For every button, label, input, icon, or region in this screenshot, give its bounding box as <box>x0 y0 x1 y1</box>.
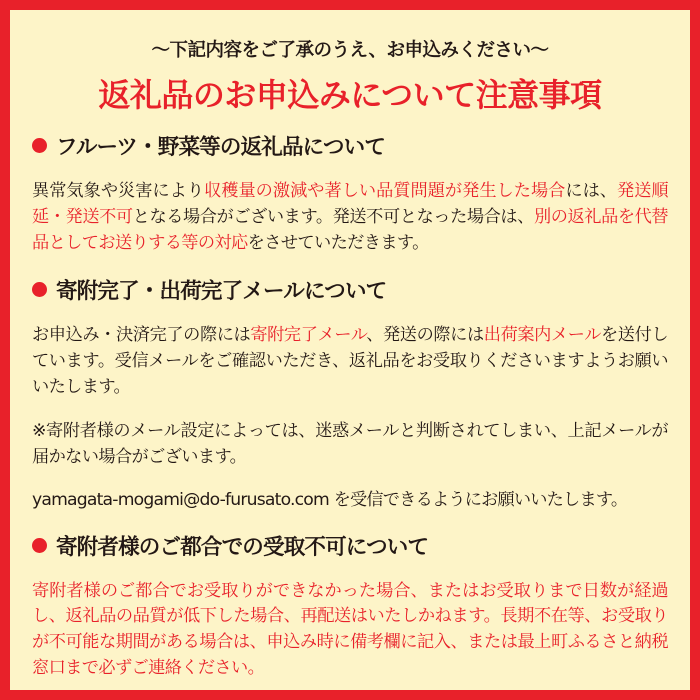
section-body: 寄附者様のご都合でお受取りができなかった場合、またはお受取りまで日数が経過し、返礼品の品質が低下した場合、再配送はいたしかねます。長期不在等、お受取りが不可能な期間がある場合は、申込み時に備考欄に記入、または最上町ふるさと納税窓口まで必ずご連絡ください。 <box>32 580 668 678</box>
notice-poster <box>10 10 690 690</box>
section-receipt-failure <box>32 530 668 681</box>
text-run: 異常気象や災害により <box>32 181 205 202</box>
text-run: 別の返礼品を代替品としてお送りする等の対応 <box>32 207 668 254</box>
bullet-icon <box>32 138 47 153</box>
section-title: 寄附者様のご都合での受取不可について <box>56 535 429 561</box>
section-body <box>32 178 668 256</box>
text-run: お申込み・決済完了の際には <box>32 324 251 345</box>
text-run: 出荷案内メール <box>483 324 602 345</box>
contact-email-line: yamagata-mogami@do-furusato.com を受信できるようにお願いいたします。 <box>32 490 628 511</box>
text-run: 寄附完了メール <box>250 324 367 345</box>
section-fruits-vegetables <box>32 130 668 257</box>
text-run: を送付しています。受信メールをご確認いただき、返礼品をお受取りくださいますようお願いいたします。 <box>32 324 668 398</box>
section-body <box>32 322 668 400</box>
text-run: 収穫量の激減や著しい品質問題が発生した場合 <box>204 181 566 202</box>
page-title: 返礼品のお申込みについて注意事項 <box>98 76 602 114</box>
section-note: ※寄附者様のメール設定によっては、迷惑メールと判断されてしまい、上記メールが届かない場合がございます。 <box>32 420 668 467</box>
bullet-icon <box>32 538 47 553</box>
bullet-icon <box>32 282 47 297</box>
text-run: となる場合がございます。発送不可となった場合は、 <box>132 207 534 228</box>
section-title: フルーツ・野菜等の返礼品について <box>56 135 386 160</box>
section-title: 寄附完了・出荷完了メールについて <box>56 278 387 304</box>
text-run: には、 <box>565 181 617 202</box>
section-completion-mail <box>32 274 668 513</box>
text-run: 、発送の際には <box>366 324 484 345</box>
text-run: をさせていただきます。 <box>247 233 429 254</box>
text-run: 発送順延・発送不可 <box>32 181 668 228</box>
section-heading <box>32 130 668 161</box>
section-heading <box>32 530 668 561</box>
poster-lede: 〜下記内容をご了承のうえ、お申込みください〜 <box>151 40 549 61</box>
section-heading <box>32 274 668 305</box>
